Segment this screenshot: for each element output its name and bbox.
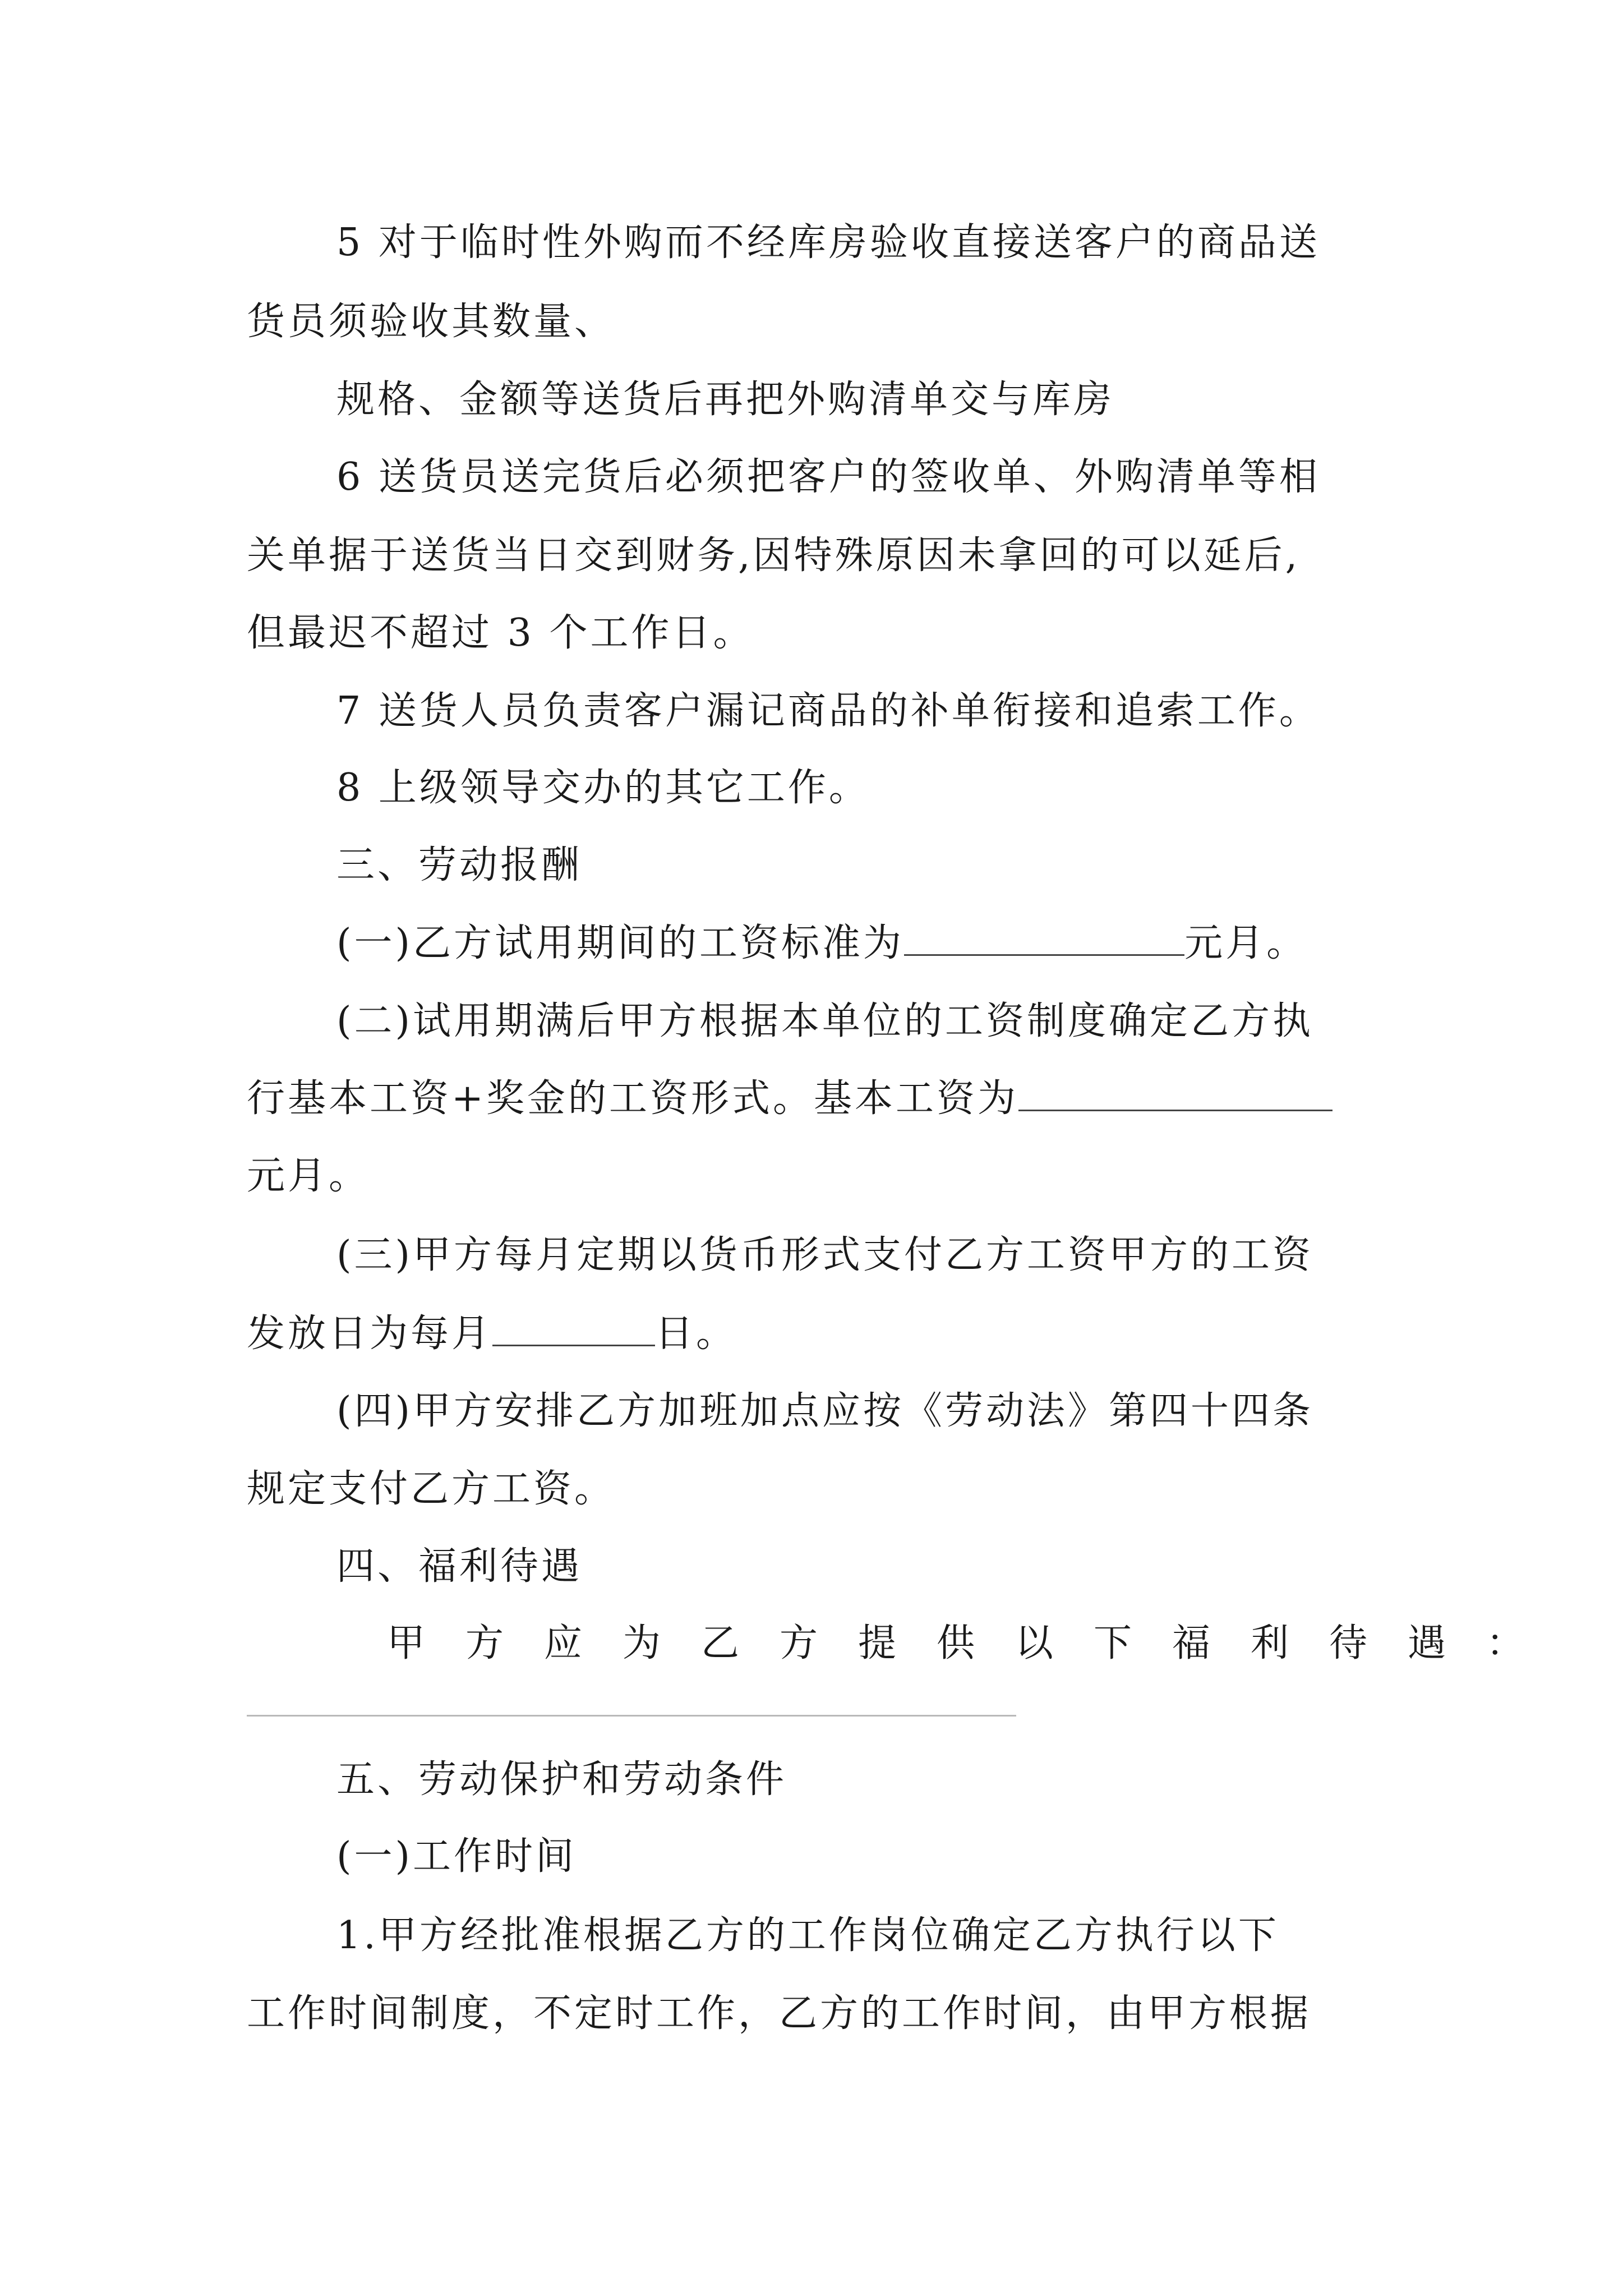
work-time-item-1-line-2: 工作时间制度，不定时工作，乙方的工作时间，由甲方根据: [247, 1991, 1312, 2036]
clause-6-line-2: 关单据于送货当日交到财务,因特殊原因未拿回的可以延后,: [247, 533, 1301, 578]
pay-item-1-unit: 元月。: [1184, 921, 1308, 965]
clause-5-line-3: 规格、金额等送货后再把外购清单交与库房: [336, 378, 1115, 422]
section-4-heading: 四、福利待遇: [336, 1544, 583, 1589]
pay-item-1-text: (一)乙方试用期间的工资标准为: [336, 921, 905, 965]
benefits-statement: 甲方应为乙方提供以下福利待遇：: [387, 1621, 1565, 1665]
pay-item-2-line-1: (二)试用期满后甲方根据本单位的工资制度确定乙方执: [336, 999, 1314, 1043]
clause-6-line-1: 6 送货员送完货后必须把客户的签收单、外购清单等相: [336, 455, 1320, 499]
pay-item-3-unit: 日。: [655, 1312, 737, 1356]
base-salary-blank[interactable]: [1018, 1077, 1332, 1111]
probation-salary-blank[interactable]: [904, 922, 1184, 956]
clause-8: 8 上级领导交办的其它工作。: [336, 766, 870, 810]
clause-7: 7 送货人员负责客户漏记商品的补单衔接和追索工作。: [336, 689, 1320, 733]
pay-item-2-line-3: 元月。: [247, 1154, 370, 1198]
pay-item-2-text: 行基本工资+奖金的工资形式。基本工资为: [247, 1076, 1018, 1121]
pay-item-3-line-2: [247, 1309, 737, 1359]
pay-item-2-line-2: [247, 1074, 1332, 1124]
section-3-heading: 三、劳动报酬: [336, 843, 583, 887]
pay-item-4-line-1: (四)甲方安排乙方加班加点应按《劳动法》第四十四条: [336, 1389, 1314, 1433]
pay-item-3-line-1: (三)甲方每月定期以货币形式支付乙方工资甲方的工资: [336, 1233, 1314, 1277]
payday-blank[interactable]: [492, 1312, 655, 1346]
section-5-heading: 五、劳动保护和劳动条件: [336, 1757, 787, 1802]
work-time-heading: (一)工作时间: [336, 1834, 577, 1879]
pay-item-1: [336, 918, 1307, 969]
clause-5-line-2: 货员须验收其数量、: [247, 300, 616, 344]
pay-item-4-line-2: 规定支付乙方工资。: [247, 1467, 616, 1511]
clause-6-line-3: 但最迟不超过 3 个工作日。: [247, 611, 754, 655]
work-time-item-1-line-1: 1.甲方经批准根据乙方的工作岗位确定乙方执行以下: [336, 1913, 1279, 1958]
clause-5-line-1: 5 对于临时性外购而不经库房验收直接送客户的商品送: [336, 220, 1320, 265]
pay-item-3-text: 发放日为每月: [247, 1312, 493, 1356]
benefits-blank-line[interactable]: [247, 1715, 1016, 1717]
